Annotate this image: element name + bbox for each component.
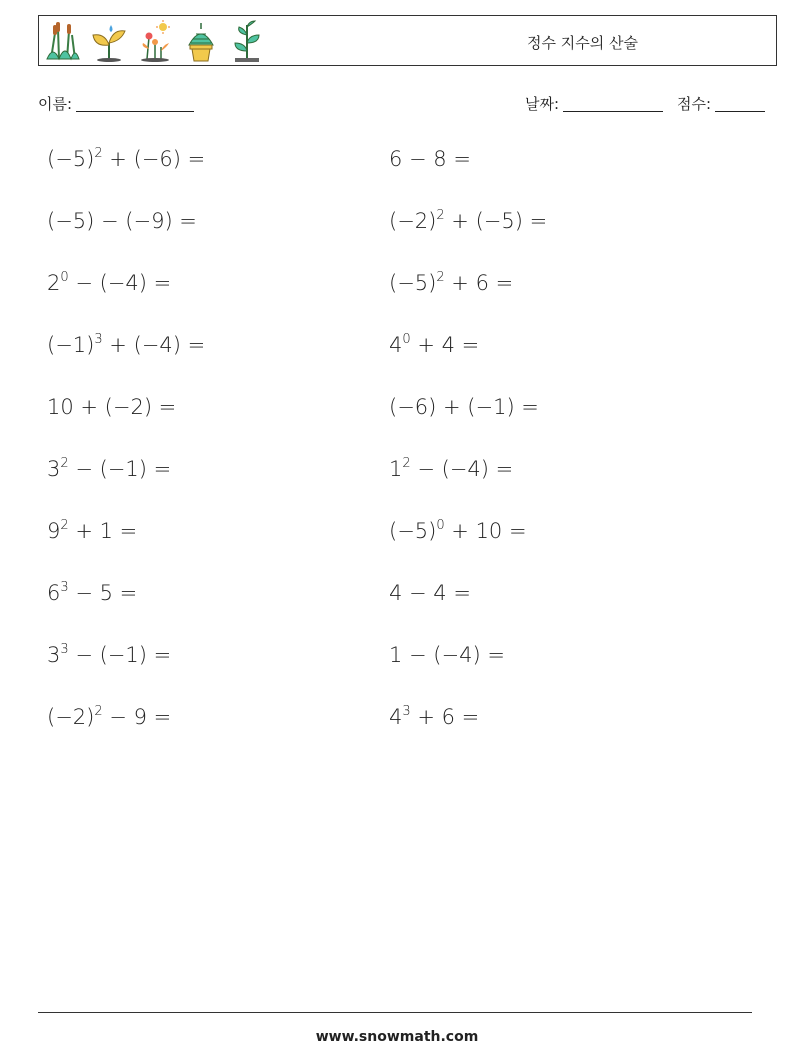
problem-item: [389, 333, 479, 357]
problem-item: [47, 705, 171, 729]
problem-rest: + (−6) =: [102, 147, 206, 171]
problem-item: [389, 395, 539, 419]
problem-exponent: 2: [436, 208, 445, 223]
problem-base: 9: [47, 519, 61, 543]
problem-base: 4: [389, 705, 403, 729]
problem-exponent: 3: [94, 332, 103, 347]
problem-exponent: 0: [60, 270, 69, 285]
problem-base: 3: [47, 457, 61, 481]
problem-item: [389, 581, 471, 605]
problem-rest: + 4 =: [410, 333, 480, 357]
problem-item: [47, 643, 171, 667]
problem-base: (−5): [47, 147, 95, 171]
problem-exponent: 2: [94, 146, 103, 161]
worksheet-title: 정수 지수의 산술: [527, 34, 638, 52]
flowers-sun-icon: [137, 19, 173, 63]
problem-item: [47, 457, 171, 481]
problem-base: 10 + (−2) =: [47, 395, 177, 419]
problem-rest: + 6 =: [444, 271, 514, 295]
problem-item: [389, 209, 547, 233]
problem-base: 4 − 4 =: [389, 581, 471, 605]
seedling-icon: [229, 19, 265, 63]
header-box: [38, 15, 777, 66]
problem-exponent: 2: [60, 456, 69, 471]
sprout-water-drop-icon: [91, 19, 127, 63]
name-blank[interactable]: [76, 95, 194, 112]
problem-exponent: 3: [402, 704, 411, 719]
problem-rest: − (−1) =: [68, 457, 172, 481]
problem-base: (−2): [389, 209, 437, 233]
problem-rest: + (−4) =: [102, 333, 206, 357]
problem-base: 6 − 8 =: [389, 147, 471, 171]
problem-item: [47, 395, 176, 419]
problem-rest: − (−4) =: [410, 457, 514, 481]
problem-item: [389, 705, 479, 729]
potted-plant-icon: [183, 19, 219, 63]
problem-exponent: 2: [436, 270, 445, 285]
footer-divider: [38, 1012, 752, 1013]
problem-exponent: 2: [94, 704, 103, 719]
problem-item: [47, 209, 197, 233]
date-label: 날짜:: [525, 95, 560, 113]
problem-base: 2: [47, 271, 61, 295]
problem-base: 4: [389, 333, 403, 357]
problem-exponent: 2: [402, 456, 411, 471]
problem-item: [47, 333, 205, 357]
problem-rest: + 1 =: [68, 519, 138, 543]
name-label: 이름:: [38, 95, 73, 113]
problem-base: 3: [47, 643, 61, 667]
problem-item: [47, 581, 137, 605]
name-field: [38, 93, 194, 114]
problem-base: 1 − (−4) =: [389, 643, 505, 667]
problem-exponent: 3: [60, 580, 69, 595]
problem-base: (−5) − (−9) =: [47, 209, 197, 233]
problem-exponent: 2: [60, 518, 69, 533]
problem-rest: + 6 =: [410, 705, 480, 729]
problem-base: (−5): [389, 519, 437, 543]
problem-rest: + 10 =: [444, 519, 527, 543]
score-label: 점수:: [677, 95, 712, 113]
problem-exponent: 3: [60, 642, 69, 657]
problem-item: [389, 147, 471, 171]
problem-item: [47, 271, 171, 295]
problem-exponent: 0: [402, 332, 411, 347]
problem-item: [47, 519, 137, 543]
date-field: [525, 93, 663, 114]
problem-base: (−5): [389, 271, 437, 295]
problem-item: [389, 643, 505, 667]
date-blank[interactable]: [563, 95, 663, 112]
problem-base: 1: [389, 457, 403, 481]
problem-base: (−1): [47, 333, 95, 357]
problem-rest: − 5 =: [68, 581, 138, 605]
problem-item: [389, 457, 513, 481]
problem-rest: + (−5) =: [444, 209, 548, 233]
problem-item: [47, 147, 205, 171]
problem-item: [389, 271, 513, 295]
problem-item: [389, 519, 527, 543]
score-field: [677, 93, 765, 114]
problem-rest: − (−1) =: [68, 643, 172, 667]
problem-base: (−6) + (−1) =: [389, 395, 539, 419]
problem-base: (−2): [47, 705, 95, 729]
header-icons: [45, 19, 265, 63]
problem-exponent: 0: [436, 518, 445, 533]
problem-rest: − 9 =: [102, 705, 172, 729]
score-blank[interactable]: [715, 95, 765, 112]
problem-base: 6: [47, 581, 61, 605]
footer-url: www.snowmath.com: [315, 1029, 479, 1045]
cattail-plant-icon: [45, 19, 81, 63]
problem-rest: − (−4) =: [68, 271, 172, 295]
